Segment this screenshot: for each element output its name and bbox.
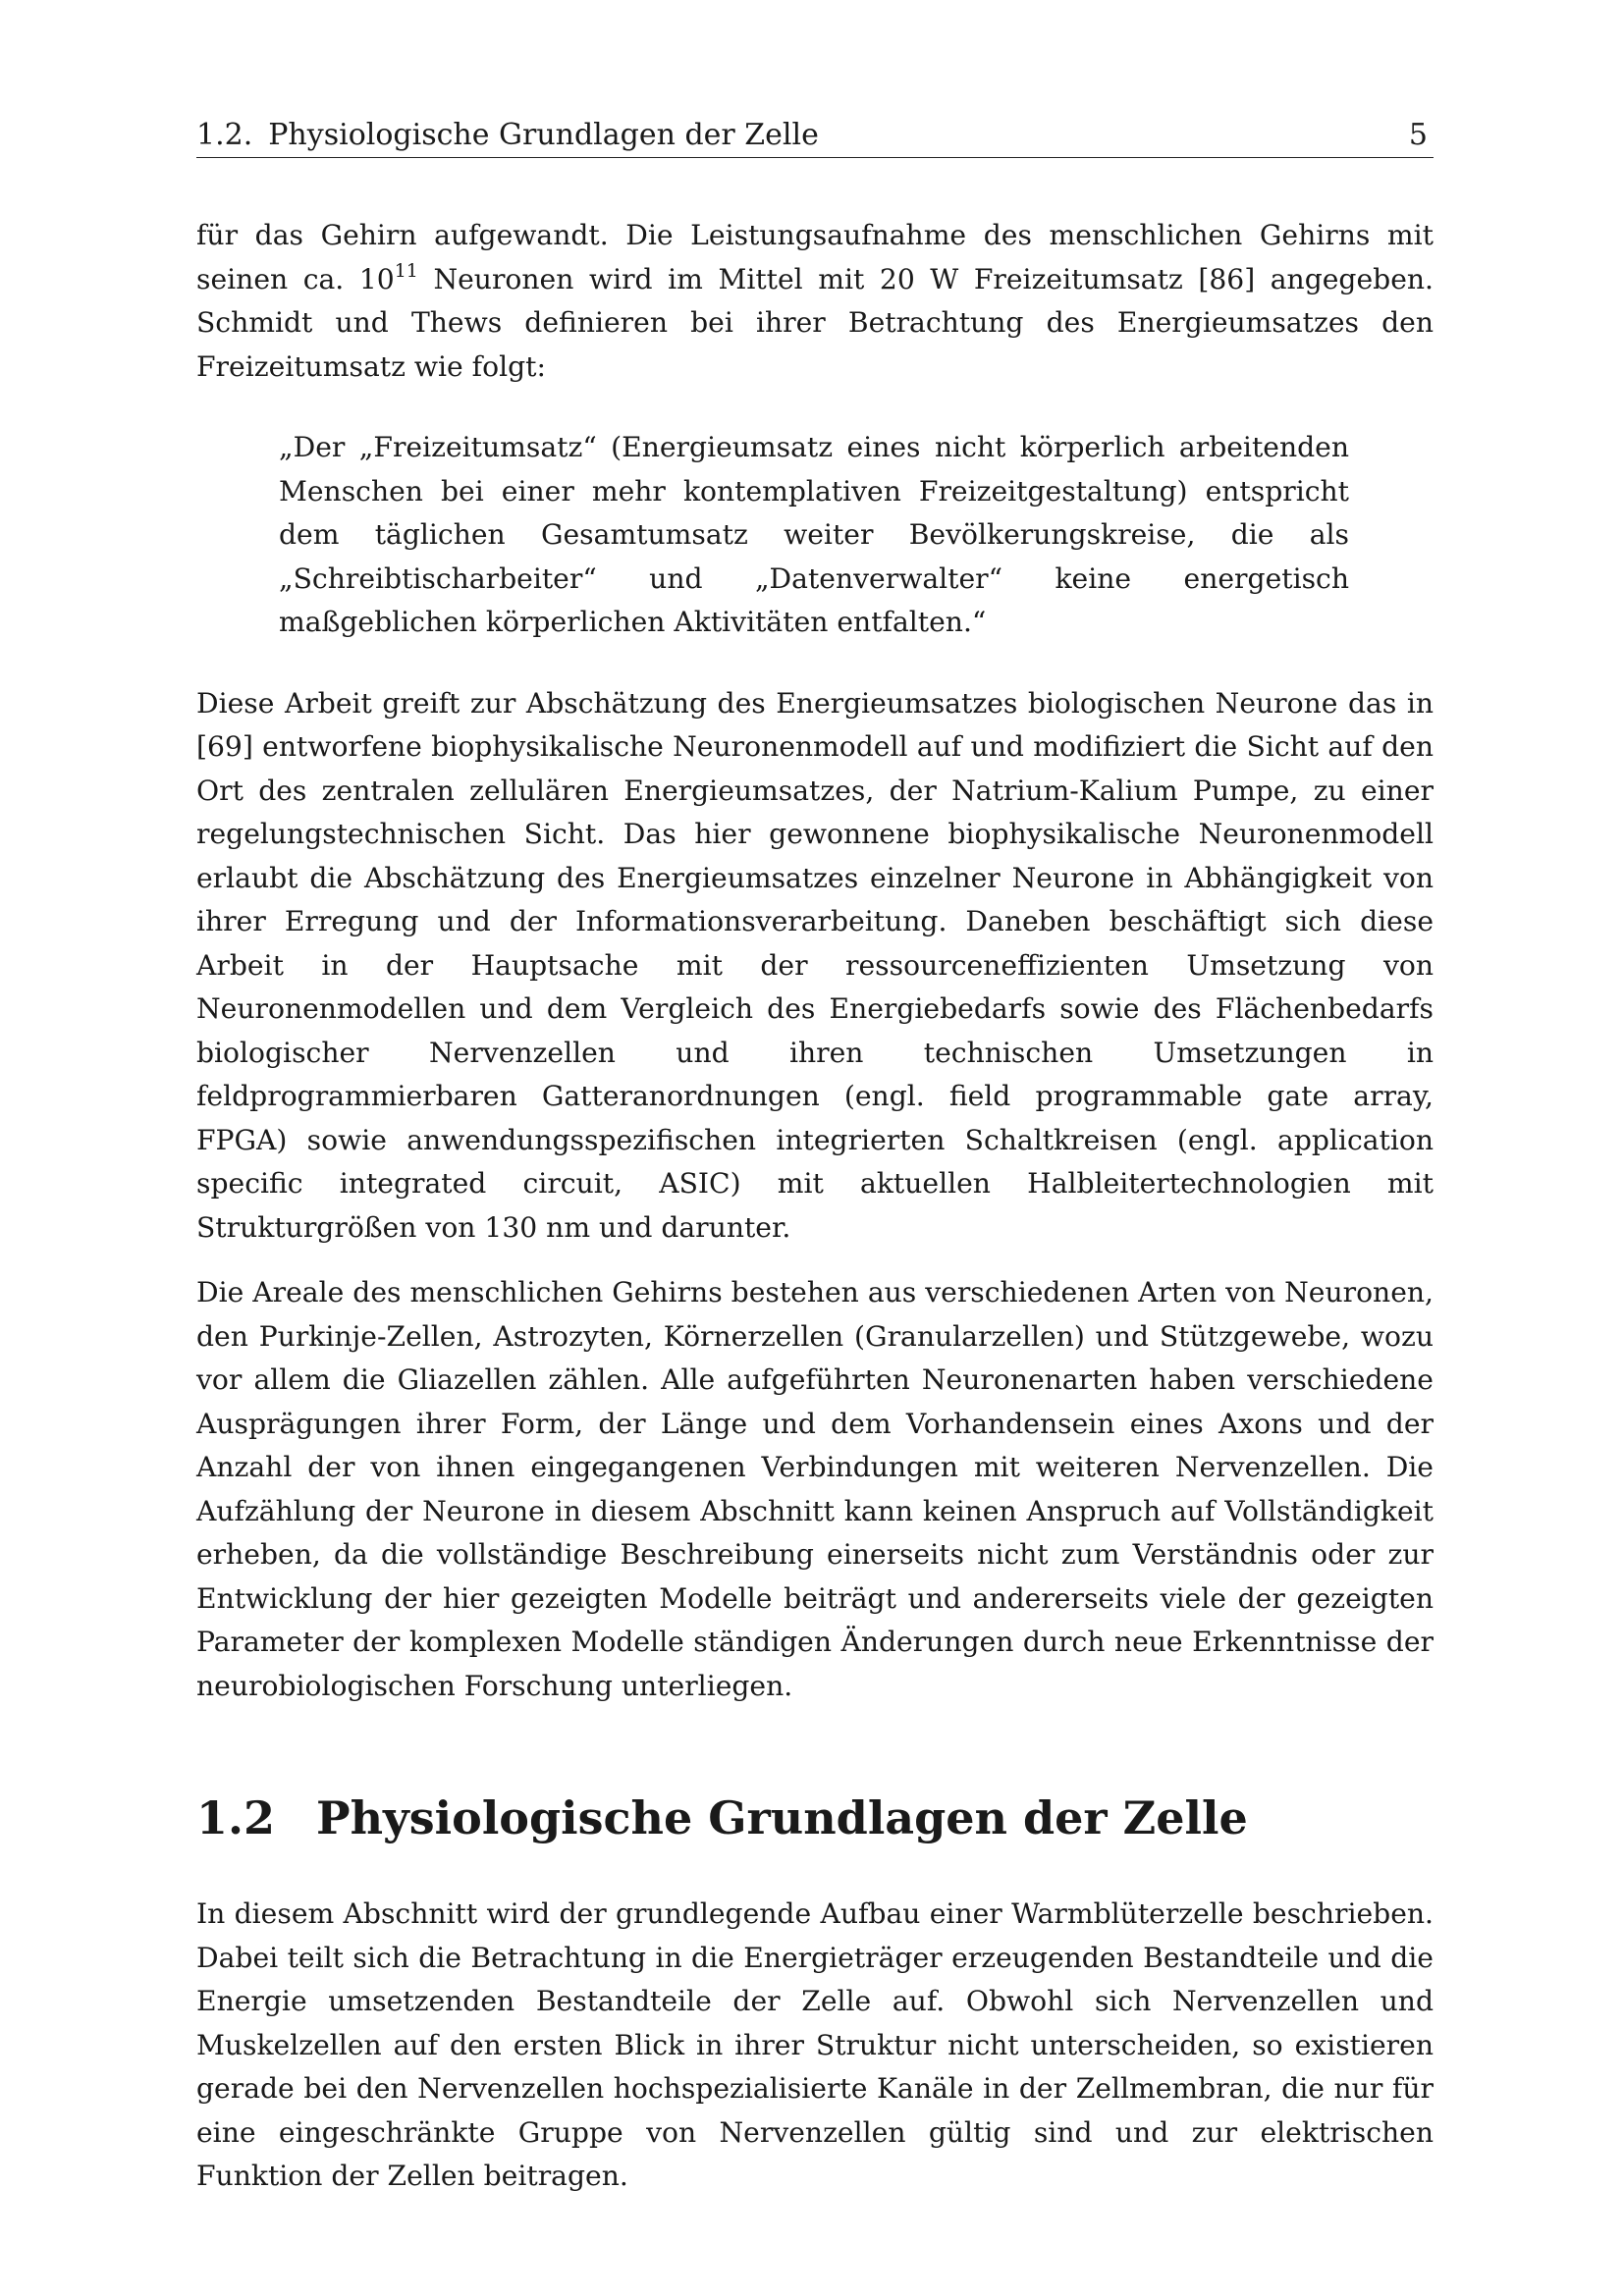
exponent: 11 [394,259,418,282]
section-heading [196,1790,1434,1845]
header-section-title: Physiologische Grundlagen der Zelle [268,118,819,152]
header-section [196,118,819,152]
page-number: 5 [1408,118,1428,152]
intro-paragraph [196,214,1434,389]
block-quote [279,426,1349,645]
section-number: 1.2 [196,1791,276,1844]
section-title: Physiologische Grundlagen der Zelle [316,1791,1248,1844]
quote-text: „Der „Freizeitumsatz“ (Energieumsatz eines nicht körperlich arbeitenden Menschen bei einer mehr kontemplativen Freizeitgestaltung) entspricht dem täglichen Gesamtumsatz weiter Bevölkerungskreise, die als „Schreibtischarbeiter“ und „Datenverwalter“ keine energetisch maßgeblichen körperlichen Aktivitäten entfalten.“ [279,431,1349,638]
running-header [196,116,1434,158]
paragraph-energy-estimation: Diese Arbeit greift zur Abschätzung des Energieumsatzes biologischen Neurone das in [69] entworfene biophysikalische Neuronenmodell auf und modifiziert die Sicht auf den Ort des zentralen zellulären Energieumsatzes, der Natrium-Kalium Pumpe, zu einer regelungstechnischen Sicht. Das hier gewonnene biophysikalische Neuronenmodell erlaubt die Abschätzung des Energieumsatzes einzelner Neurone in Abhängigkeit von ihrer Erregung und der Informationsverarbeitung. Daneben beschäftigt sich diese Arbeit in der Hauptsache mit der ressourceneffizienten Umsetzung von Neuronenmodellen und dem Vergleich des Energiebedarfs sowie des Flächenbedarfs biologischer Nervenzellen und ihren technischen Umsetzungen in feldprogrammierbaren Gatteranordnungen (engl. field programmable gate array, FPGA) sowie anwendungsspezifischen integrierten Schaltkreisen (engl. application specific integrated circuit, ASIC) mit aktuellen Halbleitertechnologien mit Strukturgrößen von 130 nm und darunter. [196,686,1434,1244]
intro-text-part-1: für das Gehirn aufgewandt. Die Leistungsaufnahme des menschlichen Gehirns mit seinen ca. 10 [196,219,1434,295]
intro-text-part-2: Neuronen wird im Mittel mit 20 W Freizeitumsatz [86] angegeben. Schmidt und Thews definieren bei ihrer Betrachtung des Energieumsatzes den Freizeitumsatz wie folgt: [196,262,1434,383]
paragraph-brain-areas: Die Areale des menschlichen Gehirns bestehen aus verschiedenen Arten von Neuronen, den Purkinje-Zellen, Astrozyten, Körnerzellen (Granularzellen) und Stützgewebe, wozu vor allem die Gliazellen zählen. Alle aufgeführten Neuronenarten haben verschiedene Ausprägungen ihrer Form, der Länge und dem Vorhandensein eines Axons und der Anzahl der von ihnen eingegangenen Verbindungen mit weiteren Nervenzellen. Die Aufzählung der Neurone in diesem Abschnitt kann keinen Anspruch auf Vollständigkeit erheben, da die vollständige Beschreibung einerseits nicht zum Verständnis oder zur Entwicklung der hier gezeigten Modelle beiträgt und andererseits viele der gezeigten Parameter der komplexen Modelle ständigen Änderungen durch neue Erkenntnisse der neurobiologischen Forschung unterliegen. [196,1276,1434,1702]
body-text [196,214,1434,2199]
header-section-number: 1.2. [196,118,253,152]
section-paragraph: In diesem Abschnitt wird der grundlegende Aufbau einer Warmblüterzelle beschrieben. Dabei teilt sich die Betrachtung in die Energieträger erzeugenden Bestandteile und die Energie umsetzenden Bestandteile der Zelle auf. Obwohl sich Nervenzellen und Muskelzellen auf den ersten Blick in ihrer Struktur nicht unterscheiden, so existieren gerade bei den Nervenzellen hochspezialisierte Kanäle in der Zellmembran, die nur für eine eingeschränkte Gruppe von Nervenzellen gültig sind und zur elektrischen Funktion der Zellen beitragen. [196,1897,1434,2192]
